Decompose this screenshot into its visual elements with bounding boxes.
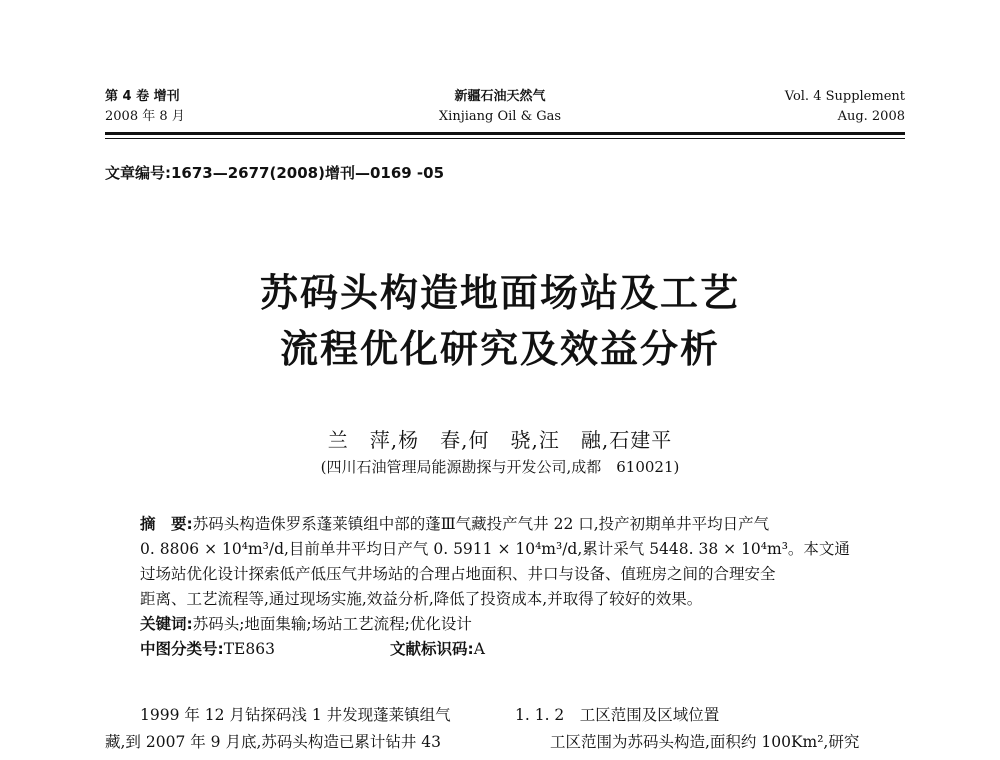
document-code: [390, 637, 485, 661]
journal-name-cn: 新疆石油天然气: [454, 89, 546, 104]
journal-date-en: Aug. 2008: [837, 109, 905, 124]
journal-volume-en: Vol. 4 Supplement: [784, 89, 905, 104]
doc-code-value: A: [473, 640, 485, 658]
header-rule-thick: [105, 132, 905, 135]
journal-name-en: Xinjiang Oil & Gas: [438, 109, 562, 124]
keywords: [140, 612, 472, 636]
body-left-line-2: 藏,到 2007 年 9 月底,苏码头构造已累计钻井 43: [105, 733, 442, 751]
title-line-1: 苏码头构造地面场站及工艺: [259, 271, 740, 315]
abstract-line-2: 0. 8806 × 10⁴m³/d,目前单井平均日产气 0. 5911 × 10⁴m³/d,累计采气 5448. 38 × 10⁴m³。本文通: [140, 540, 850, 558]
title-line-2: 流程优化研究及效益分析: [279, 327, 720, 371]
body-left-line-1: 1999 年 12 月钻探码浅 1 井发现蓬莱镇组气: [140, 706, 451, 724]
clc-label: 中图分类号:: [140, 640, 224, 658]
keywords-label: 关键词:: [140, 615, 193, 633]
abstract-line-4: 距离、工艺流程等,通过现场实施,效益分析,降低了投资成本,并取得了较好的效果。: [140, 590, 703, 608]
body-right-line-2: 工区范围为苏码头构造,面积约 100Km²,研究: [550, 733, 860, 751]
authors: 兰 萍,杨 春,何 骁,汪 融,石建平: [327, 428, 673, 452]
section-heading: 1. 1. 2 工区范围及区域位置: [515, 706, 720, 724]
article-id: 文章编号:1673—2677(2008)增刊—0169 -05: [105, 164, 445, 182]
affiliation: (四川石油管理局能源勘探与开发公司,成都 610021): [320, 458, 680, 476]
journal-volume: 第 4 卷 增刊: [105, 89, 180, 104]
journal-date: 2008 年 8 月: [105, 109, 185, 124]
classification: [140, 637, 275, 661]
abstract-label: 摘 要:: [140, 515, 193, 533]
clc-value: TE863: [223, 640, 275, 658]
header-rule-thin: [105, 138, 905, 139]
abstract-text-1: 苏码头构造侏罗系蓬莱镇组中部的蓬Ⅲ气藏投产气井 22 口,投产初期单井平均日产气: [192, 515, 770, 533]
doc-code-label: 文献标识码:: [390, 640, 474, 658]
abstract-line-3: 过场站优化设计探索低产低压气井场站的合理占地面积、井口与设备、值班房之间的合理安全: [140, 565, 776, 583]
keywords-text: 苏码头;地面集输;场站工艺流程;优化设计: [192, 615, 472, 633]
abstract-line-1: [140, 512, 769, 536]
